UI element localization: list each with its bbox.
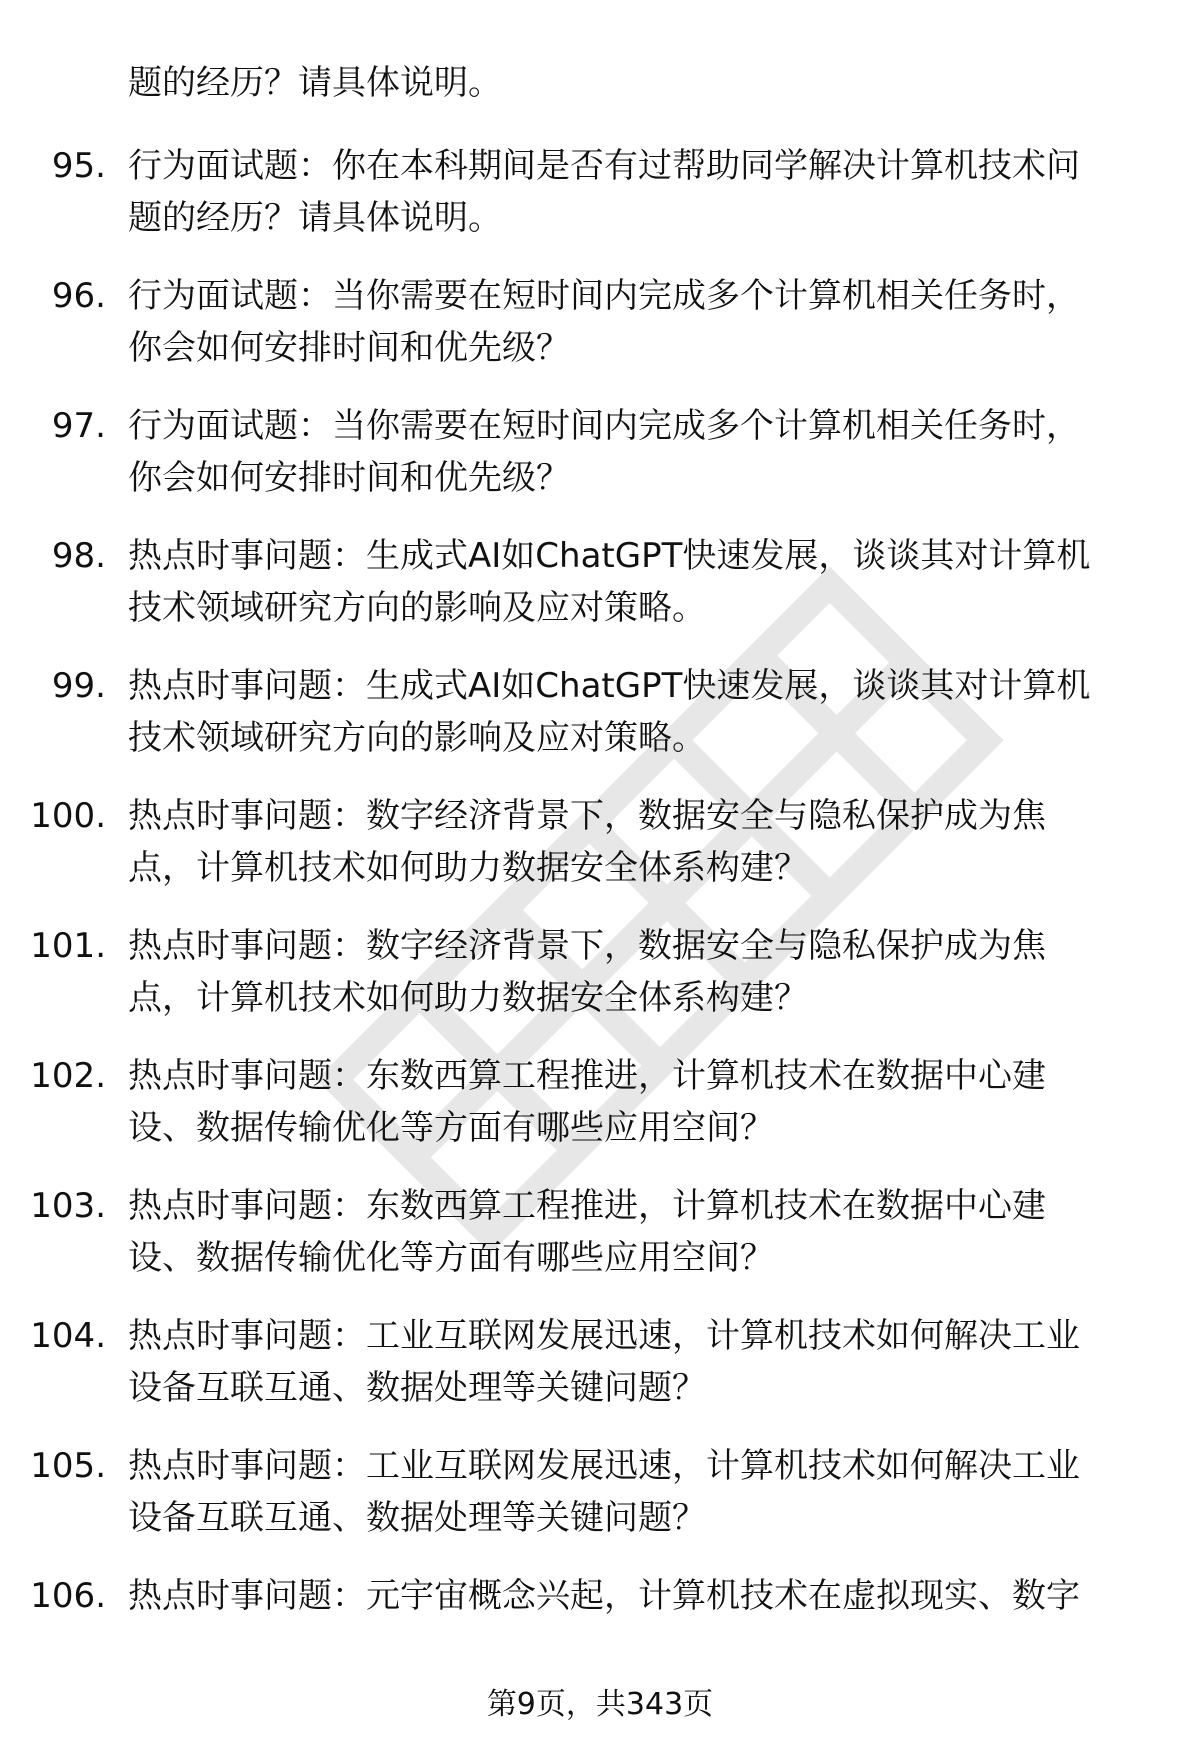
item-text <box>128 1310 1138 1414</box>
list-item <box>0 530 1200 660</box>
item-line: 热点时事问题：数字经济背景下，数据安全与隐私保护成为焦 <box>128 926 1046 966</box>
continuation-text: 题的经历？请具体说明。 <box>128 63 502 103</box>
item-number: 106. <box>30 1576 106 1616</box>
list-item <box>0 1050 1200 1180</box>
item-number: 96. <box>51 276 106 316</box>
item-line: 点，计算机技术如何助力数据安全体系构建？ <box>128 848 808 888</box>
item-line: 点，计算机技术如何助力数据安全体系构建？ <box>128 978 808 1018</box>
item-number: 102. <box>30 1056 106 1096</box>
page-footer: 第9页，共343页 <box>486 1687 714 1722</box>
item-line: 你会如何安排时间和优先级？ <box>128 328 570 368</box>
item-number: 104. <box>30 1316 106 1356</box>
item-number: 101. <box>30 926 106 966</box>
item-text <box>128 1180 1138 1284</box>
item-text <box>128 790 1138 894</box>
list-item <box>0 400 1200 530</box>
list-item <box>0 140 1200 270</box>
item-line: 设备互联互通、数据处理等关键问题？ <box>128 1498 706 1538</box>
item-number: 97. <box>51 406 106 446</box>
list-item <box>0 1570 1200 1700</box>
item-line: 设、数据传输优化等方面有哪些应用空间？ <box>128 1238 774 1278</box>
item-number: 95. <box>51 146 106 186</box>
item-line: 设备互联互通、数据处理等关键问题？ <box>128 1368 706 1408</box>
item-line: 行为面试题：你在本科期间是否有过帮助同学解决计算机技术问 <box>128 146 1080 186</box>
item-text <box>128 660 1138 764</box>
item-text <box>128 400 1138 504</box>
question-list <box>0 140 1200 1700</box>
item-line: 热点时事问题：工业互联网发展迅速，计算机技术如何解决工业 <box>128 1316 1080 1356</box>
item-line: 你会如何安排时间和优先级？ <box>128 458 570 498</box>
item-text <box>128 140 1138 244</box>
item-number: 99. <box>51 666 106 706</box>
item-text <box>128 920 1138 1024</box>
item-number: 105. <box>30 1446 106 1486</box>
item-text <box>128 1570 1138 1622</box>
item-number: 98. <box>51 536 106 576</box>
item-line: 行为面试题：当你需要在短时间内完成多个计算机相关任务时， <box>128 276 1080 316</box>
list-item <box>0 660 1200 790</box>
item-line: 行为面试题：当你需要在短时间内完成多个计算机相关任务时， <box>128 406 1080 446</box>
item-line: 热点时事问题：生成式AI如ChatGPT快速发展，谈谈其对计算机 <box>128 666 1091 706</box>
item-line: 设、数据传输优化等方面有哪些应用空间？ <box>128 1108 774 1148</box>
item-line: 热点时事问题：元宇宙概念兴起，计算机技术在虚拟现实、数字 <box>128 1576 1080 1616</box>
item-line: 技术领域研究方向的影响及应对策略。 <box>128 588 706 628</box>
item-text <box>128 1050 1138 1154</box>
item-text <box>128 530 1138 634</box>
item-line: 热点时事问题：工业互联网发展迅速，计算机技术如何解决工业 <box>128 1446 1080 1486</box>
list-item <box>0 1440 1200 1570</box>
item-number: 103. <box>30 1186 106 1226</box>
list-item <box>0 270 1200 400</box>
item-number: 100. <box>30 796 106 836</box>
item-line: 热点时事问题：生成式AI如ChatGPT快速发展，谈谈其对计算机 <box>128 536 1091 576</box>
item-line: 题的经历？请具体说明。 <box>128 198 502 238</box>
list-item <box>0 920 1200 1050</box>
item-text <box>128 270 1138 374</box>
item-line: 技术领域研究方向的影响及应对策略。 <box>128 718 706 758</box>
list-item <box>0 1180 1200 1310</box>
item-line: 热点时事问题：东数西算工程推进，计算机技术在数据中心建 <box>128 1186 1046 1226</box>
list-item <box>0 790 1200 920</box>
item-text <box>128 1440 1138 1544</box>
item-line: 热点时事问题：数字经济背景下，数据安全与隐私保护成为焦 <box>128 796 1046 836</box>
list-item <box>0 1310 1200 1440</box>
item-line: 热点时事问题：东数西算工程推进，计算机技术在数据中心建 <box>128 1056 1046 1096</box>
